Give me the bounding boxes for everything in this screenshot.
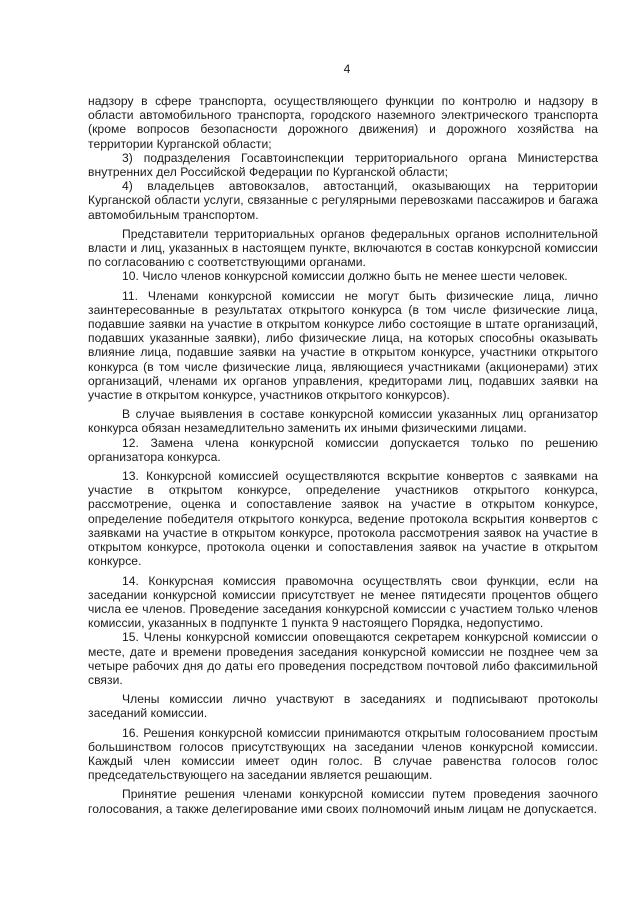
paragraph-item-4: 4) владельцев автовокзалов, автостанций, оказывающих на территории Курганской области услуги, связанные с регулярными перевозками пассажиров и багажа автомобильным транспортом.	[88, 179, 598, 222]
paragraph-personal-participation: Члены комиссии лично участвуют в заседаниях и подписывают протоколы заседаний комиссии.	[88, 692, 598, 721]
paragraph-13: 13. Конкурсной комиссией осуществляются вскрытие конвертов с заявками на участие в открытом конкурсе, определение участников открытого конкурса, рассмотрение, оценка и сопоставление заявок на участие в открытом конкурсе, определение победителя открытого конкурса, ведение протокола вскрытия конвертов с заявками на участие в открытом конкурсе, протокола рассмотрения заявок на участие в открытом конкурсе, протокола оценки и сопоставления заявок на участие в открытом конкурсе.	[88, 469, 598, 569]
paragraph-10: 10. Число членов конкурсной комиссии должно быть не менее шести человек.	[122, 269, 568, 284]
paragraph-replacement-case: В случае выявления в составе конкурсной комиссии указанных лиц организатор конкурса обязан незамедлительно заменить их иными физическими лицами.	[88, 407, 598, 436]
paragraph-16: 16. Решения конкурсной комиссии принимаются открытым голосованием простым большинством голосов присутствующих на заседании членов конкурсной комиссии. Каждый член комиссии имеет один голос. В случае равенства голосов голос председательствующего на заседании является решающим.	[88, 725, 598, 783]
paragraph-representatives: Представители территориальных органов федеральных органов исполнительной власти и лиц, указанных в настоящем пункте, включаются в состав конкурсной комиссии по согласованию с соответствующими органами.	[88, 226, 598, 270]
paragraph-continuation: надзору в сфере транспорта, осуществляющего функции по контролю и надзору в области автомобильного транспорта, городского наземного электрического транспорта (кроме вопросов безопасности дорожного движения) и дорожного хозяйства на территории Курганской области;	[88, 94, 598, 151]
paragraph-12: 12. Замена члена конкурсной комиссии допускается только по решению организатора конкурса.	[88, 435, 598, 464]
page-number: 4	[343, 62, 351, 76]
paragraph-no-absentee-voting: Принятие решения членами конкурсной комиссии путем проведения заочного голосования, а также делегирование ими своих полномочий иным лицам не допускается.	[88, 787, 598, 816]
paragraph-15: 15. Члены конкурсной комиссии оповещаются секретарем конкурсной комиссии о месте, дате и времени проведения заседания конкурсной комиссии не позднее чем за четыре рабочих дня до даты его проведения посредством почтовой либо факсимильной связи.	[88, 630, 598, 687]
paragraph-14: 14. Конкурсная комиссия правомочна осуществлять свои функции, если на заседании конкурсной комиссии присутствует не менее пятидесяти процентов общего числа ее членов. Проведение заседания конкурсной комиссии с участием только членов комиссии, указанных в подпункте 1 пункта 9 настоящего Порядка, недопустимо.	[88, 573, 598, 631]
paragraph-item-3: 3) подразделения Госавтоинспекции территориального органа Министерства внутренних дел Российской Федерации по Курганской области;	[88, 150, 598, 180]
paragraph-11: 11. Членами конкурсной комиссии не могут быть физические лица, лично заинтересованные в результатах открытого конкурса (в том числе физические лица, подавшие заявки на участие в открытом конкурсе либо состоящие в штате организаций, подавших указанные заявки), либо физические лица, на которых способны оказывать влияние лица, подавшие заявки на участие в открытом конкурсе, участники открытого конкурса (в том числе физические лица, являющиеся участниками (акционерами) этих организаций, членами их органов управления, кредиторами лиц, подавших заявки на участие в открытом конкурсе, участников открытого конкурсов).	[88, 288, 598, 403]
